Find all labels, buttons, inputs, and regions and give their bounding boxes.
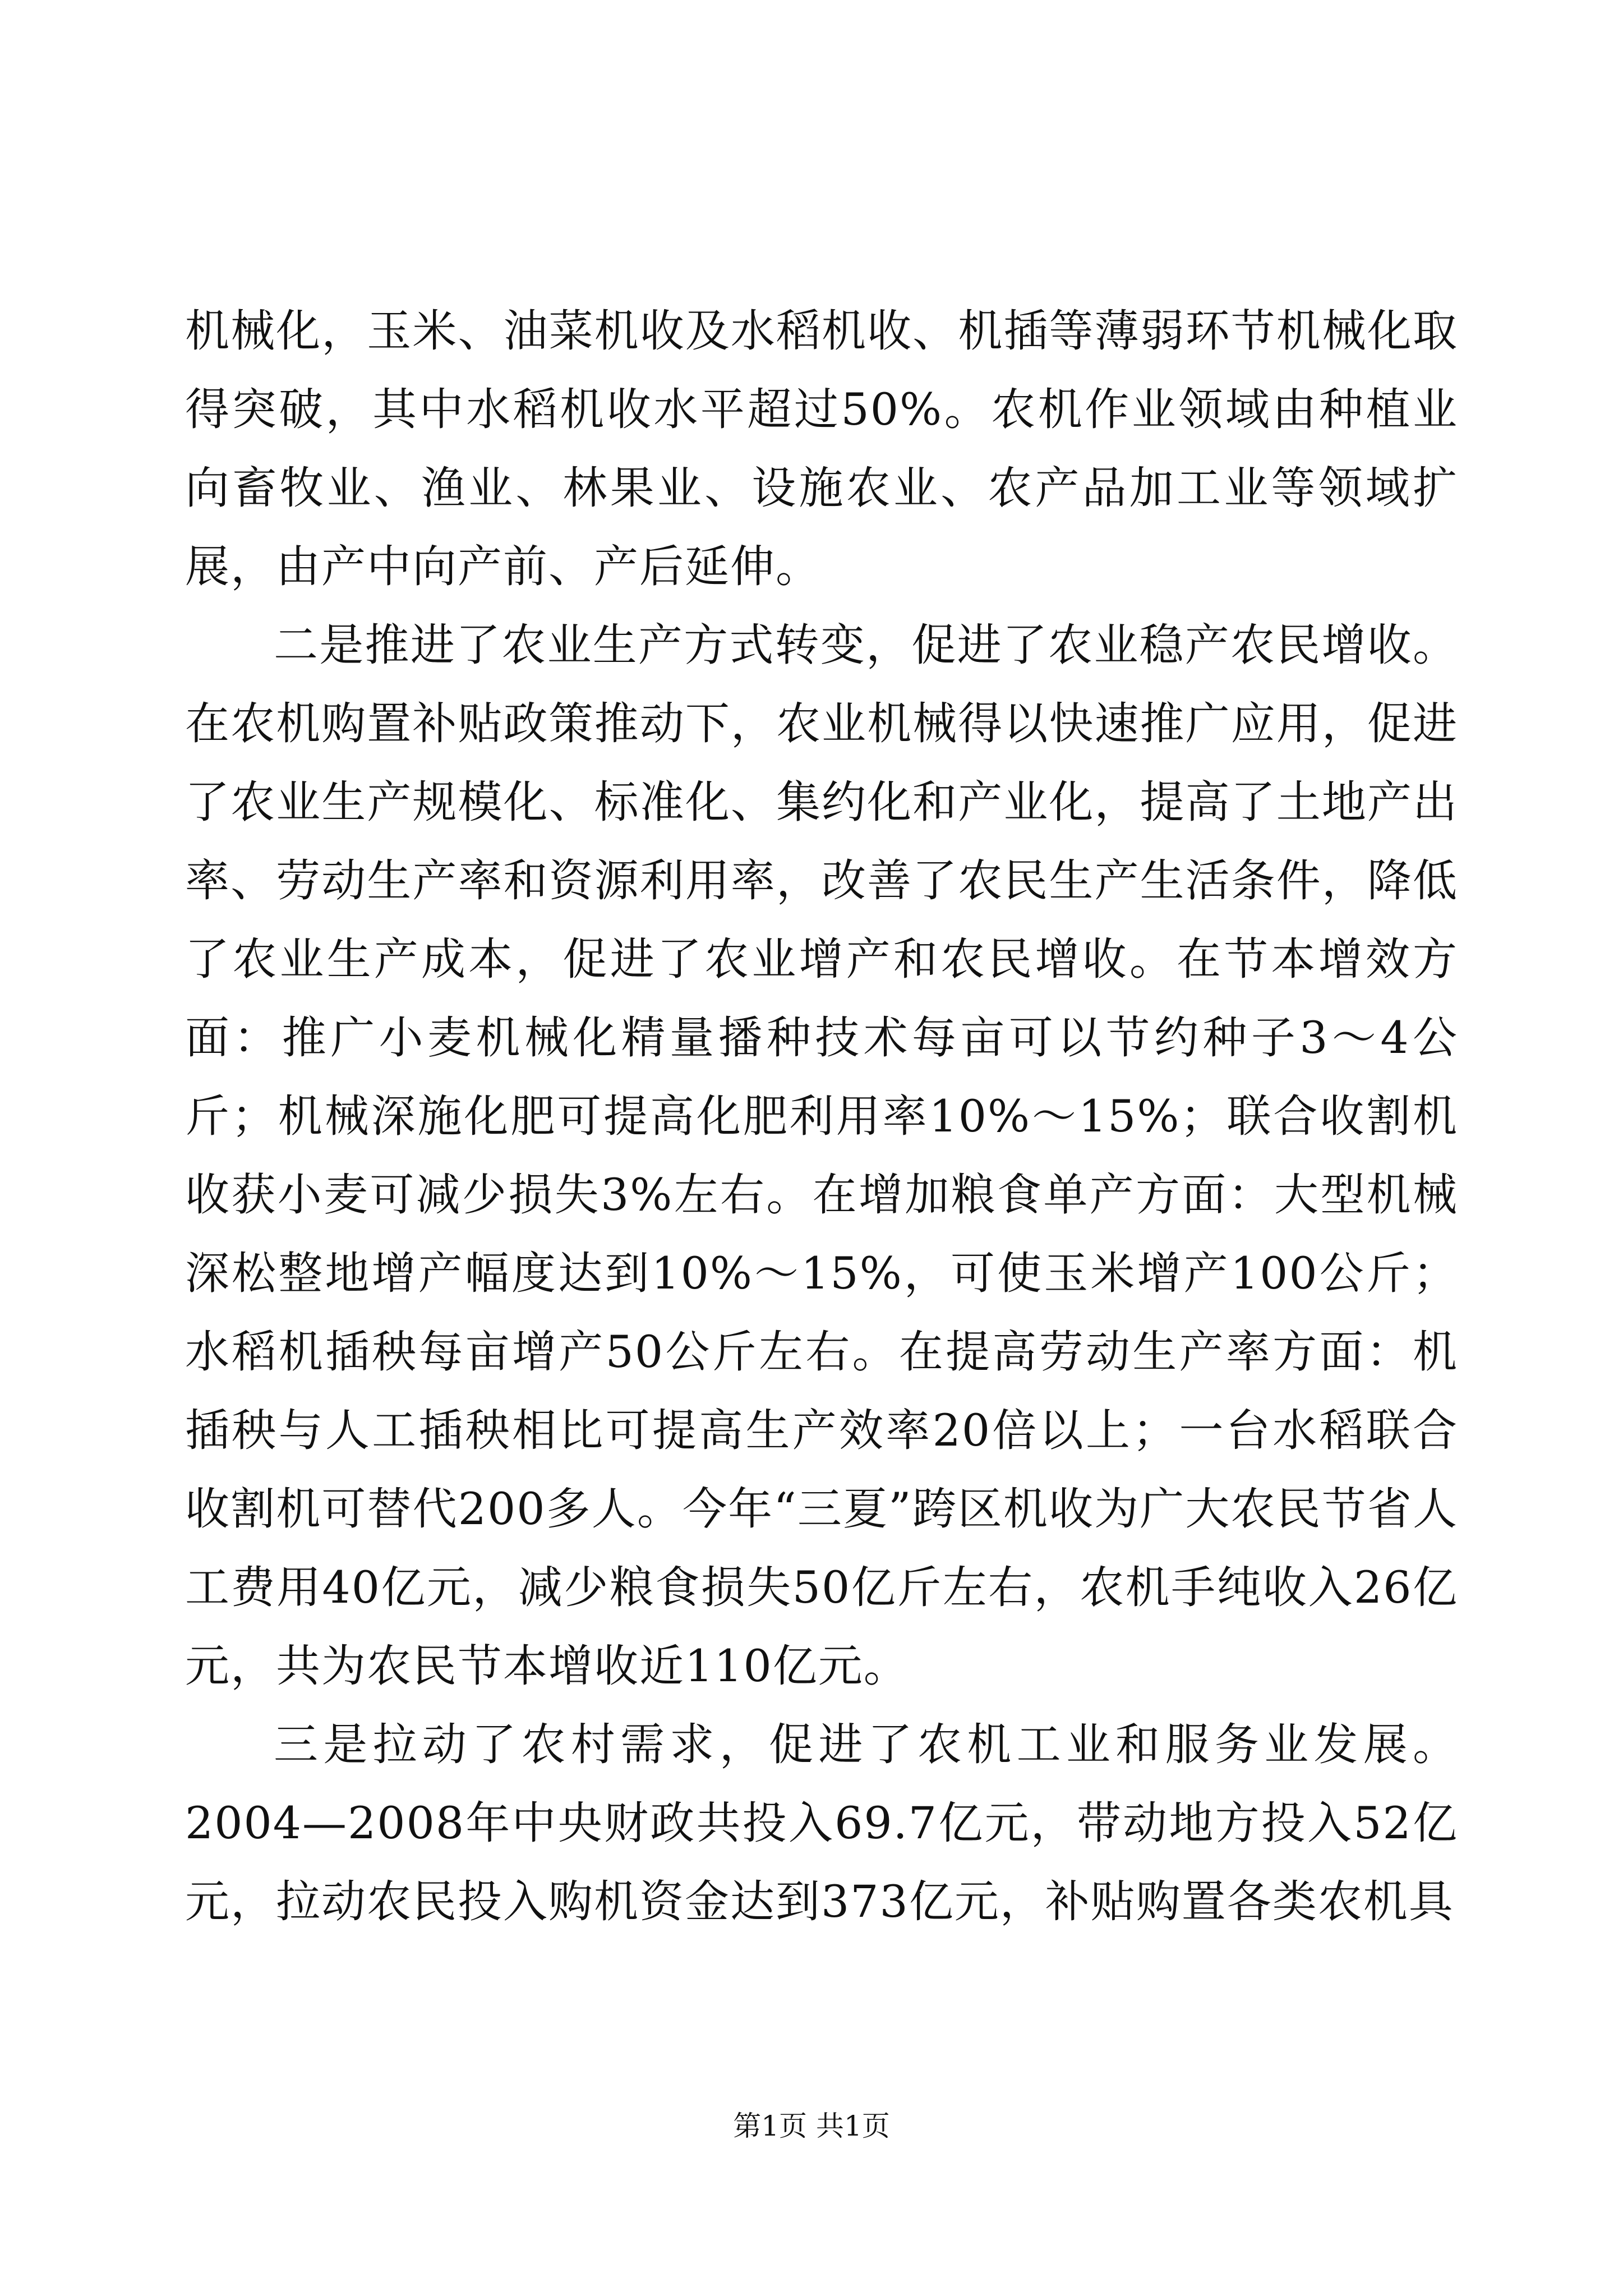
page-footer: 第1页 共1页 xyxy=(733,2110,890,2142)
paragraph-continued: 机械化，玉米、油菜机收及水稻机收、机插等薄弱环节机械化取得突破，其中水稻机收水平超过50%。农机作业领域由种植业向畜牧业、渔业、林果业、设施农业、农产品加工业等领域扩展，由产中向产前、产后延伸。 xyxy=(185,305,1458,592)
paragraph-third-point: 三是拉动了农村需求，促进了农机工业和服务业发展。2004—2008年中央财政共投入69.7亿元，带动地方投入52亿元，拉动农民投入购机资金达到373亿元，补贴购置各类农机具 xyxy=(185,1719,1458,1927)
document-body xyxy=(185,292,1458,1941)
paragraph-second-point: 二是推进了农业生产方式转变，促进了农业稳产农民增收。在农机购置补贴政策推动下，农业机械得以快速推广应用，促进了农业生产规模化、标准化、集约化和产业化，提高了土地产出率、劳动生产率和资源利用率，改善了农民生产生活条件，降低了农业生产成本，促进了农业增产和农民增收。在节本增效方面：推广小麦机械化精量播种技术每亩可以节约种子3～4公斤；机械深施化肥可提高化肥利用率10%～15%；联合收割机收获小麦可减少损失3%左右。在增加粮食单产方面：大型机械深松整地增产幅度达到10%～15%，可使玉米增产100公斤；水稻机插秧每亩增产50公斤左右。在提高劳动生产率方面：机插秧与人工插秧相比可提高生产效率20倍以上；一台水稻联合收割机可替代200多人。今年“三夏”跨区机收为广大农民节省人工费用40亿元，减少粮食损失50亿斤左右，农机手纯收入26亿元，共为农民节本增收近110亿元。 xyxy=(185,619,1458,1692)
